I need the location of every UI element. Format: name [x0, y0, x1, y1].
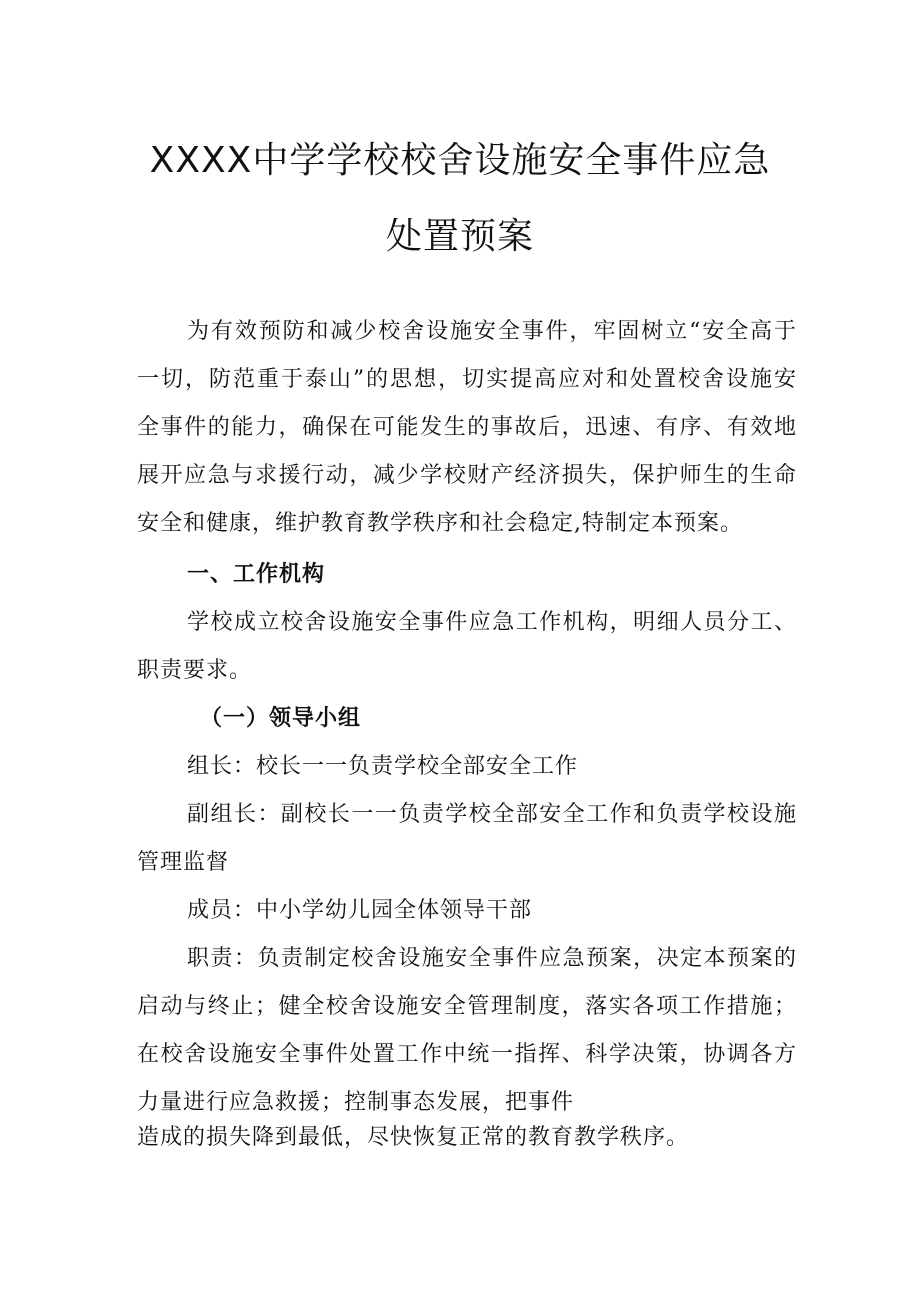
deputy-line: 副组长：副校长一一负责学校全部安全工作和负责学校设施 — [187, 802, 797, 827]
duties-line: 在校舍设施安全事件处置工作中统一指挥、科学决策，协调各方 — [137, 1042, 797, 1067]
duties-line: 力量进行应急救援；控制事态发展，把事件 — [137, 1090, 575, 1115]
intro-line: 全事件的能力，确保在可能发生的事故后，迅速、有序、有效地 — [137, 415, 797, 440]
document-title-line-1: XXXX中学学校校舍设施安全事件应急 — [149, 140, 771, 181]
section-body-line: 职责要求。 — [137, 658, 253, 683]
section-body-line: 学校成立校舍设施安全事件应急工作机构，明细人员分工、 — [187, 610, 797, 635]
subsection-heading: （一）领导小组 — [200, 706, 362, 731]
section-heading: 一、工作机构 — [187, 562, 326, 587]
document-title-line-2: 处置预案 — [385, 216, 534, 257]
leader-line: 组长：校长一一负责学校全部安全工作 — [187, 754, 579, 779]
deputy-line: 管理监督 — [137, 850, 230, 875]
duties-line: 职责：负责制定校舍设施安全事件应急预案，决定本预案的 — [187, 946, 797, 971]
intro-line: 安全和健康，维护教育教学秩序和社会稳定,特制定本预案。 — [137, 511, 743, 536]
duties-line: 造成的损失降到最低，尽快恢复正常的教育教学秩序。 — [137, 1125, 690, 1150]
intro-line: 一切，防范重于泰山”的思想，切实提高应对和处置校舍设施安 — [137, 367, 797, 392]
intro-line: 为有效预防和减少校舍设施安全事件，牢固树立“安全高于 — [187, 319, 797, 344]
duties-line: 启动与终止；健全校舍设施安全管理制度，落实各项工作措施； — [137, 994, 797, 1019]
members-line: 成员：中小学幼儿园全体领导干部 — [187, 898, 533, 923]
intro-line: 展开应急与求援行动，减少学校财产经济损失，保护师生的生命 — [137, 463, 797, 488]
